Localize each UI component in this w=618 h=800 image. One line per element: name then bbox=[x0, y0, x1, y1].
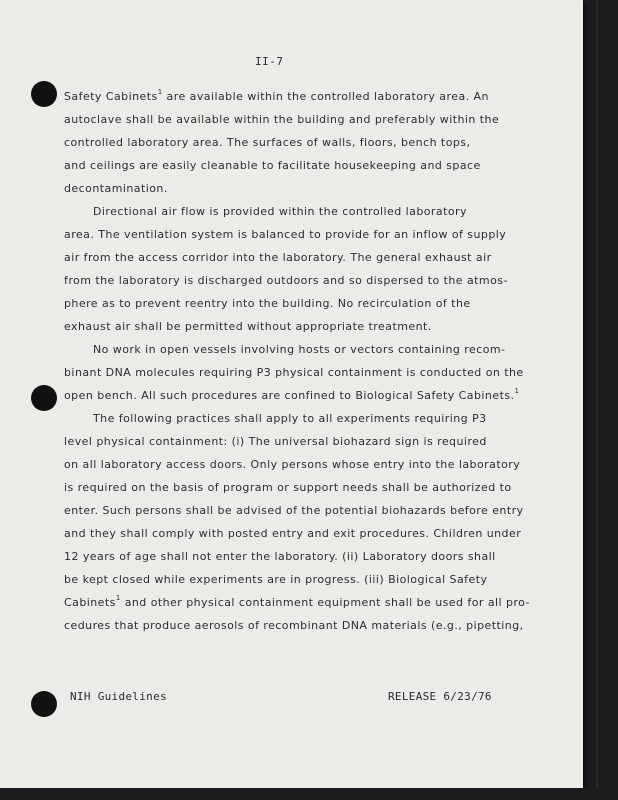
text-line bbox=[64, 545, 524, 568]
body-text bbox=[64, 85, 530, 637]
text-line-content: is required on the basis of program or support needs shall be authorized to bbox=[64, 481, 512, 494]
text-line bbox=[64, 246, 524, 269]
text-line bbox=[64, 614, 524, 637]
text-line-content: and ceilings are easily cleanable to facilitate housekeeping and space bbox=[64, 159, 481, 172]
text-line bbox=[64, 361, 524, 384]
text-line-content: 12 years of age shall not enter the laboratory. (ii) Laboratory doors shall bbox=[64, 550, 496, 563]
text-line-content: phere as to prevent reentry into the building. No recirculation of the bbox=[64, 297, 471, 310]
text-line-continuation: are available within the controlled laboratory area. An bbox=[162, 90, 489, 103]
text-line bbox=[64, 384, 524, 407]
background-edge bbox=[596, 0, 598, 800]
text-line bbox=[64, 223, 524, 246]
text-line-content: exhaust air shall be permitted without appropriate treatment. bbox=[64, 320, 432, 333]
text-line-content: Cabinets bbox=[64, 596, 116, 609]
text-line bbox=[64, 338, 524, 361]
text-line-content: on all laboratory access doors. Only persons whose entry into the laboratory bbox=[64, 458, 521, 471]
text-line-content: No work in open vessels involving hosts or vectors containing recom- bbox=[93, 343, 506, 356]
text-line-content: decontamination. bbox=[64, 182, 168, 195]
footnote-marker: 1 bbox=[157, 88, 163, 96]
text-line-content: air from the access corridor into the laboratory. The general exhaust air bbox=[64, 251, 492, 264]
binder-hole bbox=[31, 385, 57, 411]
text-line-content: enter. Such persons shall be advised of the potential biohazards before entry bbox=[64, 504, 524, 517]
binder-hole bbox=[31, 691, 57, 717]
text-line-content: Directional air flow is provided within the controlled laboratory bbox=[93, 205, 467, 218]
binder-hole bbox=[31, 81, 57, 107]
text-line-continuation: and other physical containment equipment shall be used for all pro- bbox=[120, 596, 530, 609]
text-line bbox=[64, 453, 524, 476]
text-line-content: be kept closed while experiments are in progress. (iii) Biological Safety bbox=[64, 573, 488, 586]
text-line bbox=[64, 154, 524, 177]
footer-release-date: RELEASE 6/23/76 bbox=[388, 690, 492, 703]
footnote-marker: 1 bbox=[115, 594, 121, 602]
text-line-content: autoclave shall be available within the building and preferably within the bbox=[64, 113, 500, 126]
text-line bbox=[64, 591, 530, 614]
footnote-marker: 1 bbox=[514, 387, 520, 395]
text-line-content: area. The ventilation system is balanced to provide for an inflow of supply bbox=[64, 228, 507, 241]
text-line bbox=[64, 315, 524, 338]
text-line bbox=[64, 200, 524, 223]
text-line bbox=[64, 177, 524, 200]
text-line bbox=[64, 85, 524, 108]
background-strip bbox=[0, 788, 618, 800]
text-line bbox=[64, 108, 524, 131]
page-number: II-7 bbox=[255, 55, 284, 68]
text-line bbox=[64, 499, 524, 522]
text-line bbox=[64, 407, 524, 430]
text-line-content: level physical containment: (i) The universal biohazard sign is required bbox=[64, 435, 487, 448]
text-line-content: open bench. All such procedures are confined to Biological Safety Cabinets. bbox=[64, 389, 515, 402]
text-line bbox=[64, 476, 524, 499]
text-line bbox=[64, 568, 524, 591]
text-line-content: controlled laboratory area. The surfaces of walls, floors, bench tops, bbox=[64, 136, 471, 149]
text-line-content: Safety Cabinets bbox=[64, 90, 158, 103]
text-line-content: from the laboratory is discharged outdoors and so dispersed to the atmos- bbox=[64, 274, 508, 287]
text-line bbox=[64, 131, 524, 154]
footer-document-name: NIH Guidelines bbox=[70, 690, 167, 703]
text-line-content: cedures that produce aerosols of recombinant DNA materials (e.g., pipetting, bbox=[64, 619, 524, 632]
text-line-content: and they shall comply with posted entry and exit procedures. Children under bbox=[64, 527, 522, 540]
text-line bbox=[64, 269, 524, 292]
text-line bbox=[64, 522, 524, 545]
text-line-content: The following practices shall apply to all experiments requiring P3 bbox=[93, 412, 487, 425]
text-line-content: binant DNA molecules requiring P3 physical containment is conducted on the bbox=[64, 366, 524, 379]
text-line bbox=[64, 430, 524, 453]
text-line bbox=[64, 292, 524, 315]
